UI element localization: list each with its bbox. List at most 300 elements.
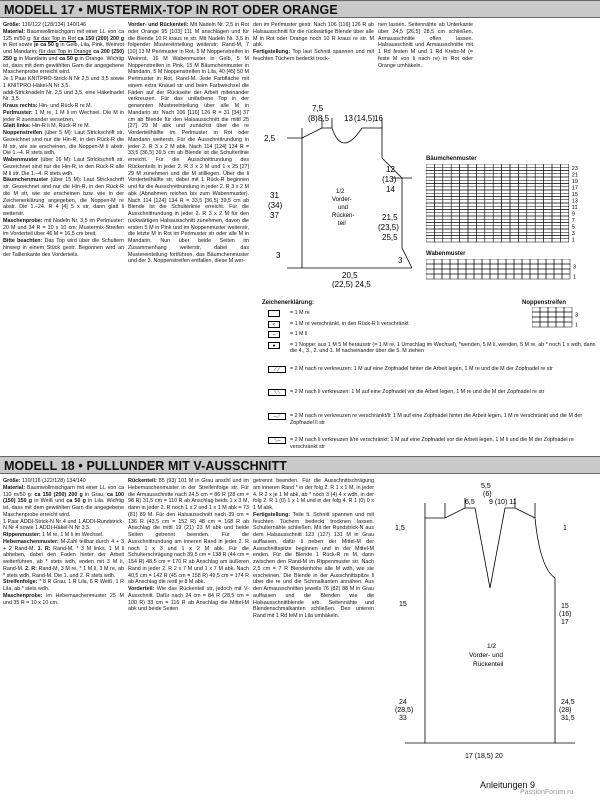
chart-cell xyxy=(485,226,493,229)
chart-cell xyxy=(443,193,451,196)
chart-cell xyxy=(485,236,493,239)
chart-cell xyxy=(502,190,510,193)
paragraph: Fertigstellung: Teile lt. Schnitt spannen und mit feuchten Tüchern bedeckt trocknen lassen. Schulternähte schließen. Mit der Rundstrick-N aus dem Halsausschnitt 123 (127) 131 M in Grau auffassen, dafür li neben der Mittel-M der Ausschnittspitze beginnen und in der Mittel-M enden. Für die Blende 1 Rück-R re M, dann zwischen den Rand-M im Rippenmuster str. Nach 2,5 cm = 7 R Blendenhöhe alle M wdh, wie sie erscheinen. Die Blende in der Ausschnittspitze li über die re und die Schmalkanten annähen. Aus den Armausschnitten jeweils 76 (82) 88 M in Grau auffassen und die Blenden wie die Halsausschnittblende arb. Seitennähte und Blendenschmalkanten schließen. Den unteren Rand mit 1 Rd feM in Lila umhäkeln. xyxy=(253,511,374,619)
chart-cell xyxy=(490,259,498,264)
chart-cell xyxy=(450,274,458,279)
chart-cell xyxy=(426,184,434,187)
chart-cell xyxy=(546,274,554,279)
chart-cell xyxy=(544,184,552,187)
chart-cell xyxy=(502,210,510,213)
chart-cell xyxy=(554,269,562,274)
chart-cell xyxy=(468,236,476,239)
chart-cell xyxy=(535,177,543,180)
chart-cell xyxy=(518,167,526,170)
chart-cell xyxy=(502,167,510,170)
chart-cell xyxy=(460,213,468,216)
model18-schematic xyxy=(385,478,595,778)
chart-cell xyxy=(468,239,476,242)
chart-cell xyxy=(468,200,476,203)
s17-right-g: 3 xyxy=(398,256,403,265)
chart-cell xyxy=(434,197,442,200)
chart-cell xyxy=(527,226,535,229)
chart-cell xyxy=(426,174,434,177)
chart-cell xyxy=(544,213,552,216)
paragraph: addi-Stricknadeln Nr. 2,5 und 3,5, eine Häkelnadel Nr. 3,5. xyxy=(3,89,124,103)
chart-cell xyxy=(493,184,501,187)
chart-cell xyxy=(544,216,552,219)
chart-cell xyxy=(482,269,490,274)
chart-row-label: 1 xyxy=(571,237,575,244)
chart-cell xyxy=(442,269,450,274)
chart-cell xyxy=(560,200,568,203)
chart-cell xyxy=(552,216,560,219)
chart-cell xyxy=(485,190,493,193)
chart-cell xyxy=(514,274,522,279)
chart-cell xyxy=(490,264,498,269)
chart-cell xyxy=(468,232,476,235)
chart-cell xyxy=(460,200,468,203)
chart-cell xyxy=(443,203,451,206)
chart-cell xyxy=(560,229,568,232)
chart-cell xyxy=(493,180,501,183)
chart-cell xyxy=(468,180,476,183)
chart-cell xyxy=(443,197,451,200)
chart-cell xyxy=(434,184,442,187)
legend-symbol: < xyxy=(268,321,280,328)
chart-cell xyxy=(443,226,451,229)
chart-cell xyxy=(490,269,498,274)
chart-cell xyxy=(451,210,459,213)
s18-top-c: 6,5 xyxy=(465,499,475,506)
chart-cell xyxy=(552,226,560,229)
chart-cell xyxy=(502,236,510,239)
chart-cell xyxy=(434,269,442,274)
chart-cell xyxy=(552,200,560,203)
chart-cell xyxy=(443,190,451,193)
chart-row-label: 15 xyxy=(571,192,578,198)
s18-top-a: 5,5 xyxy=(481,483,491,490)
chart-cell xyxy=(434,216,442,219)
s18-center-1: 1/2 xyxy=(487,643,497,650)
chart-cell xyxy=(530,264,538,269)
chart-cell xyxy=(460,239,468,242)
chart-cell xyxy=(506,274,514,279)
chart-cell xyxy=(552,184,560,187)
chart-cell xyxy=(476,174,484,177)
chart-cell xyxy=(476,180,484,183)
chart-cell xyxy=(468,171,476,174)
chart-cell xyxy=(510,203,518,206)
chart-cell xyxy=(450,259,458,264)
chart-cell xyxy=(485,213,493,216)
s17-top-d: 13 xyxy=(344,114,353,123)
chart-cell xyxy=(476,229,484,232)
chart-cell xyxy=(485,210,493,213)
chart-cell xyxy=(450,264,458,269)
chart-cell xyxy=(552,223,560,226)
legend-symbol: ⟋⟋ xyxy=(268,366,286,373)
chart-cell xyxy=(460,226,468,229)
chart-cell xyxy=(544,187,552,190)
watermark: PassionForum.ru xyxy=(520,789,574,796)
chart-cell xyxy=(476,232,484,235)
chart-cell xyxy=(485,216,493,219)
chart-cell xyxy=(527,213,535,216)
chart-cell xyxy=(443,177,451,180)
chart-cell xyxy=(476,216,484,219)
s18-right-a: 1 xyxy=(563,525,567,532)
chart-cell xyxy=(485,229,493,232)
chart-cell xyxy=(552,167,560,170)
chart-cell xyxy=(510,223,518,226)
s18-left-b: 15 xyxy=(399,601,407,608)
chart-cell xyxy=(560,219,568,222)
chart-cell xyxy=(426,190,434,193)
chart-cell xyxy=(518,203,526,206)
paragraph: Größe: 110/116 (122/128) 134/140 xyxy=(3,478,86,484)
chart-cell xyxy=(474,264,482,269)
s18-top-b: (6) xyxy=(483,491,492,498)
paragraph: getrennt beenden. Für die Ausschnittschrägung am inneren Rand * in der folg 2. R 1 x 1 M, in jeder 4. R 2 x je 1 M abk, ab * noch 3 (4) 4 x wdh, in der folg 2. R 1 (0) 1 x 1 M und in der folg 4. R 1 (0) 0 x 1 M abk. xyxy=(253,478,374,511)
s17-right-a: 12 xyxy=(386,165,395,174)
chart-cell xyxy=(451,229,459,232)
chart-cell xyxy=(434,236,442,239)
s17-left-c: (34) xyxy=(268,201,283,210)
chart-cell xyxy=(522,259,530,264)
chart-cell xyxy=(518,187,526,190)
paragraph: Glatt links: Hin-R li M, Rück-R re M. xyxy=(3,123,91,130)
chart-cell xyxy=(434,200,442,203)
paragraph: Perlmuster: 1 M re, 1 M li im Wechsel. Die M in jeder R zueinander versetzen. xyxy=(3,109,124,123)
chart-cell xyxy=(518,239,526,242)
chart-cell xyxy=(434,226,442,229)
s18-left-e: 33 xyxy=(399,715,407,722)
chart-cell xyxy=(476,236,484,239)
chart-cell xyxy=(451,223,459,226)
chart-cell xyxy=(493,187,501,190)
chart-cell xyxy=(493,216,501,219)
chart-cell xyxy=(554,259,562,264)
chart-row-label: 3 xyxy=(571,231,575,237)
chart-cell xyxy=(535,203,543,206)
chart-cell xyxy=(518,197,526,200)
legend-text: = 2 M nach li verkreuzen: 1 M auf eine Zopfnadel vor die Arbeit legen, 1 M re und die M der Zopfnadel re str xyxy=(290,389,545,396)
chart-cell xyxy=(468,167,476,170)
chart-cell xyxy=(538,274,546,279)
chart-cell xyxy=(426,177,434,180)
s18-left-d: (28,5) xyxy=(395,707,414,714)
chart-row-label: 7 xyxy=(571,218,575,224)
chart-cell xyxy=(510,193,518,196)
chart-row-label: 17 xyxy=(571,185,578,192)
paragraph: Bitte beachten: Das Top wird über die Schultern hinweg in einem Stück gestr. Begonnen wird an der Taillenkante des Vorderteils. xyxy=(3,238,124,258)
chart-cell xyxy=(527,219,535,222)
chart-cell xyxy=(460,184,468,187)
chart-cell xyxy=(530,274,538,279)
chart-cell xyxy=(451,193,459,196)
chart-cell xyxy=(535,164,543,167)
chart-cell xyxy=(510,200,518,203)
chart-cell xyxy=(544,197,552,200)
chart-cell xyxy=(514,264,522,269)
chart-cell xyxy=(535,239,543,242)
chart-cell xyxy=(460,174,468,177)
paragraph: den im Perlmuster gestr. Nach 106 [116] 126 R ab Halsausschnitt für die rückwärtige Blende über alle M in Rot oder Orange noch 10 R kraus re str. M abk. xyxy=(253,22,374,49)
chart-cell xyxy=(443,184,451,187)
s17-top-a: 7,5 xyxy=(312,104,324,113)
chart-row-label: 21 xyxy=(571,172,578,179)
chart-cell xyxy=(434,177,442,180)
chart-cell xyxy=(460,171,468,174)
chart-cell xyxy=(544,164,552,167)
chart-cell xyxy=(546,259,554,264)
chart-cell xyxy=(451,177,459,180)
chart-cell xyxy=(502,219,510,222)
model18-col1 xyxy=(3,478,124,778)
chart-cell xyxy=(451,164,459,167)
chart-cell xyxy=(442,264,450,269)
s17-center-3: und xyxy=(338,205,349,211)
chart-cell xyxy=(544,171,552,174)
chart-cell xyxy=(552,164,560,167)
chart-cell xyxy=(468,213,476,216)
chart-cell xyxy=(434,206,442,209)
chart-cell xyxy=(485,223,493,226)
chart-cell xyxy=(426,180,434,183)
chart-cell xyxy=(485,239,493,242)
chart-cell xyxy=(518,219,526,222)
chart-cell xyxy=(527,180,535,183)
s18-top-d: 9 (10) 11 xyxy=(489,499,517,506)
s18-left-c: 24 xyxy=(399,699,407,706)
chart-cell xyxy=(514,259,522,264)
chart-cell xyxy=(544,180,552,183)
chart-cell xyxy=(482,264,490,269)
chart-cell xyxy=(485,174,493,177)
chart-cell xyxy=(451,232,459,235)
chart-cell xyxy=(451,203,459,206)
chart-cell xyxy=(560,236,568,239)
chart-cell xyxy=(552,177,560,180)
chart-cell xyxy=(544,206,552,209)
s17-left-b: 31 xyxy=(270,191,279,200)
chart-cell xyxy=(527,232,535,235)
chart-cell xyxy=(510,164,518,167)
chart-cell xyxy=(535,226,543,229)
chart-cell xyxy=(443,167,451,170)
chart-cell xyxy=(476,193,484,196)
legend-symbol: ● xyxy=(268,342,280,349)
chart-cell xyxy=(460,203,468,206)
chart-cell xyxy=(535,171,543,174)
waben-chart xyxy=(426,259,594,283)
chart-cell xyxy=(443,210,451,213)
chart-cell xyxy=(522,264,530,269)
chart-cell xyxy=(485,203,493,206)
chart-cell xyxy=(434,223,442,226)
chart-cell xyxy=(493,177,501,180)
chart-cell xyxy=(510,167,518,170)
chart-cell xyxy=(450,269,458,274)
chart-cell xyxy=(510,187,518,190)
chart-cell xyxy=(552,210,560,213)
chart-cell xyxy=(560,210,568,213)
chart-cell xyxy=(510,210,518,213)
chart-cell xyxy=(434,210,442,213)
paragraph: Noppenstreifen (über 5 M): Laut Strickschrift str. Gezeichnet sind nur die Hin-R, in den Rück-R die M str, wie sie erscheinen, die Noppen-M li abstr. Die 1.–4. R stets wdh. xyxy=(3,130,124,157)
chart-cell xyxy=(510,184,518,187)
chart-cell xyxy=(493,193,501,196)
chart-cell xyxy=(493,213,501,216)
chart-cell xyxy=(493,232,501,235)
chart-cell xyxy=(535,167,543,170)
chart-cell xyxy=(451,206,459,209)
chart-cell xyxy=(510,171,518,174)
chart-cell xyxy=(560,184,568,187)
chart-cell xyxy=(493,229,501,232)
chart-cell xyxy=(527,190,535,193)
model18-title: MODELL 18 • PULLUNDER MIT V-AUSSCHNITT xyxy=(4,459,287,473)
paragraph: Kraus rechts: Hin- und Rück-R re M. xyxy=(3,103,93,109)
s17-right-d: 21,5 xyxy=(382,213,398,222)
chart-cell xyxy=(560,239,568,242)
chart-cell xyxy=(485,164,493,167)
chart-cell xyxy=(460,223,468,226)
legend-text: = 2 M nach re verkreuzen re verschränkt/li: 1 M auf eine Zopfnadel hinter die Arbeit legen, 1 M re verschränkt und die M der Zopfnadel li str xyxy=(290,413,583,426)
chart-cell xyxy=(527,197,535,200)
chart-cell xyxy=(474,269,482,274)
legend-text: = 1 M re verschränkt, in den Rück-R li verschränkt xyxy=(290,320,409,327)
chart-cell xyxy=(518,206,526,209)
chart-cell xyxy=(518,226,526,229)
chart-cell xyxy=(426,239,434,242)
chart-cell xyxy=(502,164,510,167)
chart-cell xyxy=(552,232,560,235)
s18-center-2: Vorder- und xyxy=(469,652,503,659)
chart-cell xyxy=(562,269,570,274)
paragraph: Größe: 116/122 (128/134) 140/146 xyxy=(3,22,87,28)
chart-cell xyxy=(426,213,434,216)
chart-cell xyxy=(493,219,501,222)
chart-cell xyxy=(434,174,442,177)
chart-cell xyxy=(552,239,560,242)
chart-cell xyxy=(502,193,510,196)
chart-cell xyxy=(544,229,552,232)
legend-text: = 1 Noppe: aus 1 M 5 M herausstr (= 1 M re, 1 Umschlag im Wechsel), *wenden, 5 M li, wenden, 5 M re, ab * noch 1 x wdh, dann die 4., 3., 2. und 1. M nacheinander über die 5. M ziehen xyxy=(290,341,596,355)
chart-cell xyxy=(538,264,546,269)
waben-title: Wabenmuster xyxy=(426,251,466,257)
chart-cell xyxy=(560,197,568,200)
chart-cell xyxy=(510,213,518,216)
paragraph: Vorder- und Rückenteil: Mit Nadeln Nr. 2,5 in Rot oder Orange 95 [103] 111 M anschlagen und für die Blende 10 R kraus re str. Mit Nadeln Nr. 3,5 in folgender Mustereinteilung weiterstr: Rand-M, 7 [10] 13 M Perlmuster in Rot, 5 M Noppenstreifen in Weinrot, 16 M Wabenmuster in Gelb, 5 M Noppenstreifen in Pink, 15 M Bäumchenmuster in Mandarin, 5 M Noppenstreifen in Lila, 40 [45] 50 M Perlmuster in Rot, Rand-M. Jede Farbfläche mit einem extra Knäuel str und beim Farbwechsel die Fäden auf der Rückseite der Arbeit miteinander verkreuzen. Für das unifarbene Top in der genannten Mustereinteilung über alle M in Mandarin str. Nach 106 [116] 126 R = 31 [34] 37 cm ab Blende für den Halsausschnitt die mittl 25 [27] 29 M abk und zunächst über die re Vorderteilhälfte im Perlmuster in Rot oder Mandarin weiterstr. Für die Ausschnittrundung in jeder 2. R 3 x 2 M abk. Nach 114 [124] 134 R = 33,5 [36,5] 39,5 cm ab Blende ist die Schulterlinie erreicht. Für die Ausschnittrundung des Rückenteils in jeder 2. R 3 x 2 M und 1 x 25 [27] 29 M zunehmen und die M stilllegen. Über die li Vorderteilhälfte str, dabei mit 1 Rück-R beginnen und für die Ausschnittrundung in jeder 2. R 3 x 2 M abk (Abnahmen reichen bis zum Wabenmuster). Nach 114 [124] 134 R = 33,5 [36,5] 39,5 cm ab Blende ist die Schulterlinie erreicht. Für die Ausschnittrundung in jeder 2. R 3 x 2 M für den rückwärtigen Halsausschnitt zunehmen, davon die ersten 5 M in Pink und im Noppenmuster weiterstr, die letzte M in Rot im Perlmuster str oder alle M in Mandarin. Nun über beide Seiten im Zusammenhang weiterstr, dabei das Mustereinteilung fortführen, das Bäumchenmuster und der 3. Noppenstreifen entfallen, diese M wer- xyxy=(128,22,249,265)
chart-row-label: 19 xyxy=(571,179,578,185)
chart-cell xyxy=(544,239,552,242)
legend-symbol: –⟋ xyxy=(268,413,286,420)
paragraph: Fertigstellung: Top laut Schnitt spannen und mit feuchten Tüchern bedeckt trock- xyxy=(253,49,374,62)
chart-cell xyxy=(560,177,568,180)
chart-cell xyxy=(527,203,535,206)
chart-cell xyxy=(466,264,474,269)
chart-cell xyxy=(460,229,468,232)
chart-cell xyxy=(474,274,482,279)
chart-cell xyxy=(468,226,476,229)
chart-cell xyxy=(434,167,442,170)
chart-cell xyxy=(443,223,451,226)
chart-cell xyxy=(502,239,510,242)
chart-cell xyxy=(560,216,568,219)
chart-cell xyxy=(460,236,468,239)
chart-cell xyxy=(535,197,543,200)
chart-cell xyxy=(562,259,570,264)
chart-cell xyxy=(502,177,510,180)
chart-cell xyxy=(518,177,526,180)
chart-cell xyxy=(510,190,518,193)
s17-left-d: 37 xyxy=(270,211,279,220)
s18-bottom: 17 (18,5) 20 xyxy=(465,753,503,760)
chart-cell xyxy=(562,274,570,279)
chart-cell xyxy=(560,226,568,229)
legend-text: = 2 M nach re verkreuzen: 1 M auf eine Zopfnadel hinter die Arbeit legen, 1 M re und die M der Zopfnadel re str xyxy=(290,365,553,372)
chart-cell xyxy=(560,232,568,235)
chart-cell xyxy=(451,197,459,200)
chart-cell xyxy=(552,219,560,222)
chart-cell xyxy=(498,269,506,274)
chart-cell xyxy=(460,180,468,183)
chart-cell xyxy=(468,210,476,213)
chart-cell xyxy=(560,174,568,177)
s17-right-c: 14 xyxy=(386,185,395,194)
chart-cell xyxy=(458,274,466,279)
chart-cell xyxy=(535,206,543,209)
s17-bottom-b: (22,5) 24,5 xyxy=(332,280,371,288)
chart-cell xyxy=(518,223,526,226)
chart-cell xyxy=(460,190,468,193)
chart-cell xyxy=(518,232,526,235)
chart-cell xyxy=(544,210,552,213)
chart-cell xyxy=(426,236,434,239)
chart-cell xyxy=(476,239,484,242)
baeumchen-chart xyxy=(426,164,594,244)
chart-cell xyxy=(476,164,484,167)
s17-center-1: 1/2 xyxy=(336,189,345,195)
chart-cell xyxy=(498,274,506,279)
chart-cell xyxy=(527,193,535,196)
chart-cell xyxy=(460,210,468,213)
chart-cell xyxy=(535,187,543,190)
chart-cell xyxy=(544,177,552,180)
chart-cell xyxy=(460,164,468,167)
chart-cell xyxy=(498,264,506,269)
page-footer: Anleitungen 9 xyxy=(480,780,536,790)
paragraph: Maschenprobe: im Hebemaschenmuster 25 M und 35 R = 10 x 10 cm. xyxy=(3,592,124,606)
chart-cell xyxy=(538,269,546,274)
chart-cell xyxy=(544,236,552,239)
chart-cell xyxy=(518,184,526,187)
chart-cell xyxy=(560,223,568,226)
chart-cell xyxy=(458,264,466,269)
chart-cell xyxy=(562,264,570,269)
chart-cell xyxy=(485,219,493,222)
s17-center-5: teil xyxy=(338,221,346,227)
chart-cell xyxy=(460,193,468,196)
chart-cell xyxy=(506,259,514,264)
chart-cell xyxy=(426,193,434,196)
chart-cell xyxy=(518,229,526,232)
chart-cell xyxy=(552,180,560,183)
chart-cell xyxy=(510,177,518,180)
chart-cell xyxy=(506,264,514,269)
chart-cell xyxy=(485,167,493,170)
